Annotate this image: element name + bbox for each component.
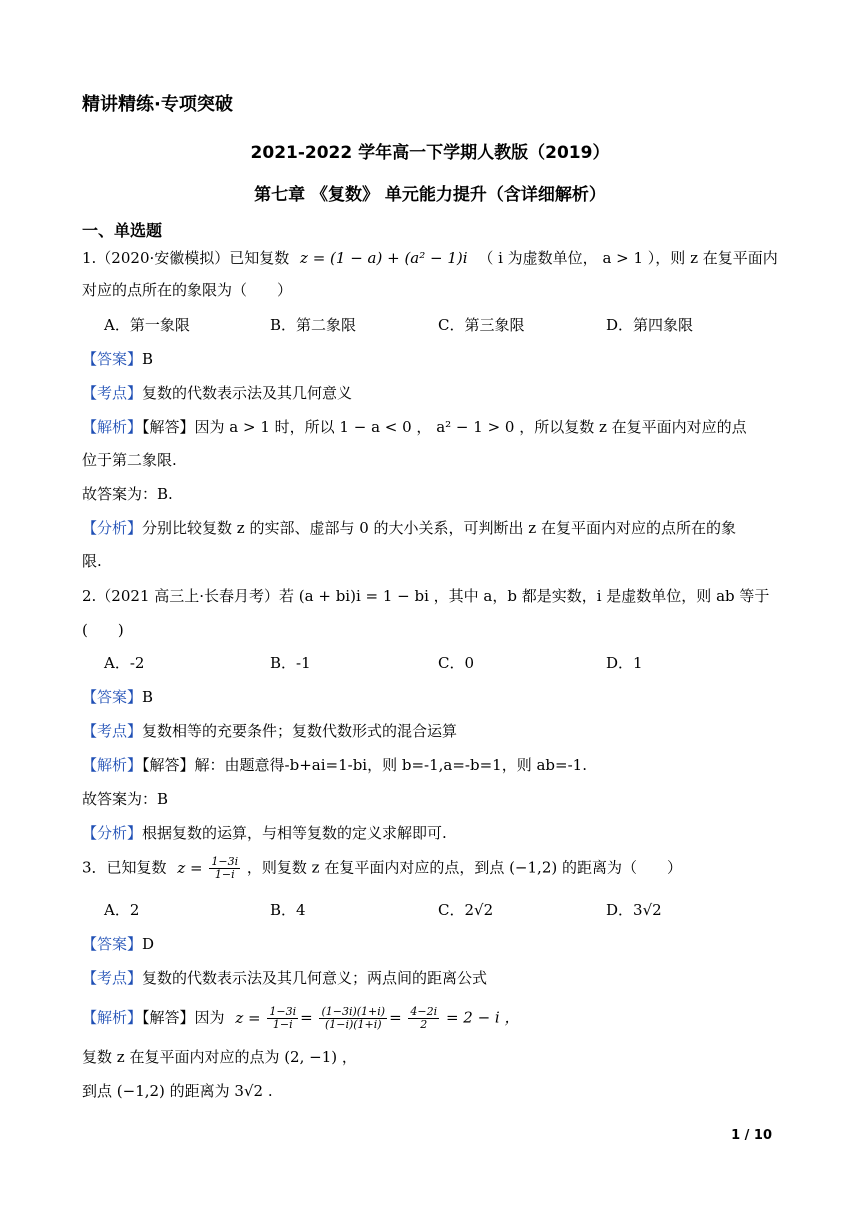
q1-option-a: A．第一象限 [104, 316, 190, 334]
q1-solution: 【解析】【解答】因为 a > 1 时，所以 1 − a < 0 ， a² − 1 > 0 ，所以复数 z 在复平面内对应的点 [82, 418, 747, 436]
q2-stem-line2: ( ) [82, 621, 124, 639]
q3-option-a: A．2 [104, 901, 140, 919]
q2-review: 【分析】根据复数的运算，与相等复数的定义求解即可. [82, 824, 447, 842]
q1-option-b: B．第二象限 [270, 316, 357, 334]
q3-sol-fraction-1: $\frac{1-3i}{1-i}$ [269, 1005, 297, 1031]
q3-sol-fraction-2: $\frac{(1-3i)(1+i)}{(1-i)(1+i)}$ [321, 1005, 386, 1031]
page-number: 1 / 10 [731, 1128, 772, 1143]
q1-stem-line2: 对应的点所在的象限为（ ） [82, 281, 293, 299]
q3-point: 【考点】复数的代数表示法及其几何意义；两点间的距离公式 [82, 969, 488, 987]
q3-option-b: B．4 [270, 901, 306, 919]
q2-option-d: D．1 [606, 654, 643, 672]
section-heading: 一、单选题 [82, 221, 163, 240]
q2-answer: 【答案】B [82, 688, 154, 706]
q3-option-d: D．3√2 [606, 901, 662, 919]
q1-final: 故答案为：B. [82, 485, 173, 503]
q1-answer: 【答案】B [82, 350, 154, 368]
q3-option-c: C．2√2 [438, 901, 494, 919]
q2-option-c: C．0 [438, 654, 475, 672]
q1-formula: z = (1 − a) + (a² − 1)i [300, 249, 468, 267]
q1-option-d: D．第四象限 [606, 316, 694, 334]
q2-solution: 【解析】【解答】解：由题意得-b+ai=1-bi，则 b=-1,a=-b=1，则 ab=-1. [82, 756, 587, 774]
q1-point: 【考点】复数的代数表示法及其几何意义 [82, 384, 353, 402]
q1-review-line2: 限. [82, 552, 102, 570]
q3-sol-fraction-3: $\frac{4-2i}{2}$ [410, 1005, 438, 1031]
q1-stem: 1.（2020·安徽模拟）已知复数 z = (1 − a) + (a² − 1)i （ i 为虚数单位， a > 1 ），则 z 在复平面内 [82, 249, 778, 267]
q2-stem: 2.（2021 高三上·长春月考）若 (a + bi)i = 1 − bi ，其中 a，b 都是实数，i 是虚数单位，则 ab 等于 [82, 587, 770, 605]
q3-solution: 【解析】【解答】因为 z = $\frac{1-3i}{1-i}$ = $\frac{(1-3i)(1+i)}{(1-i)(1+i)}$ = $\frac{4-2i}{2}$ = 2 − i ， [82, 1005, 520, 1031]
q2-point: 【考点】复数相等的充要条件；复数代数形式的混合运算 [82, 722, 458, 740]
q1-option-c: C．第三象限 [438, 316, 525, 334]
q2-option-b: B．-1 [270, 654, 311, 672]
q3-solution-line3: 到点 (−1,2) 的距离为 3√2 . [82, 1082, 273, 1100]
q1-review: 【分析】分别比较复数 z 的实部、虚部与 0 的大小关系，可判断出 z 在复平面内对应的点所在的象 [82, 519, 736, 537]
q3-stem: 3．已知复数 z = $\frac{1-3i}{1-i}$ ，则复数 z 在复平面内对应的点，到点 (−1,2) 的距离为（ ） [82, 855, 682, 881]
q2-option-a: A．-2 [104, 654, 145, 672]
title-line-2: 第七章 《复数》 单元能力提升（含详细解析） [254, 185, 606, 205]
q1-solution-line2: 位于第二象限. [82, 451, 177, 469]
q3-answer: 【答案】D [82, 935, 155, 953]
q2-final: 故答案为：B [82, 790, 169, 808]
q3-solution-line2: 复数 z 在复平面内对应的点为 (2, −1) ， [82, 1048, 357, 1066]
brand-heading: 精讲精练·专项突破 [82, 94, 233, 115]
title-line-1: 2021-2022 学年高一下学期人教版（2019） [250, 143, 610, 163]
q3-fraction: $\frac{1-3i}{1-i}$ [211, 855, 239, 881]
